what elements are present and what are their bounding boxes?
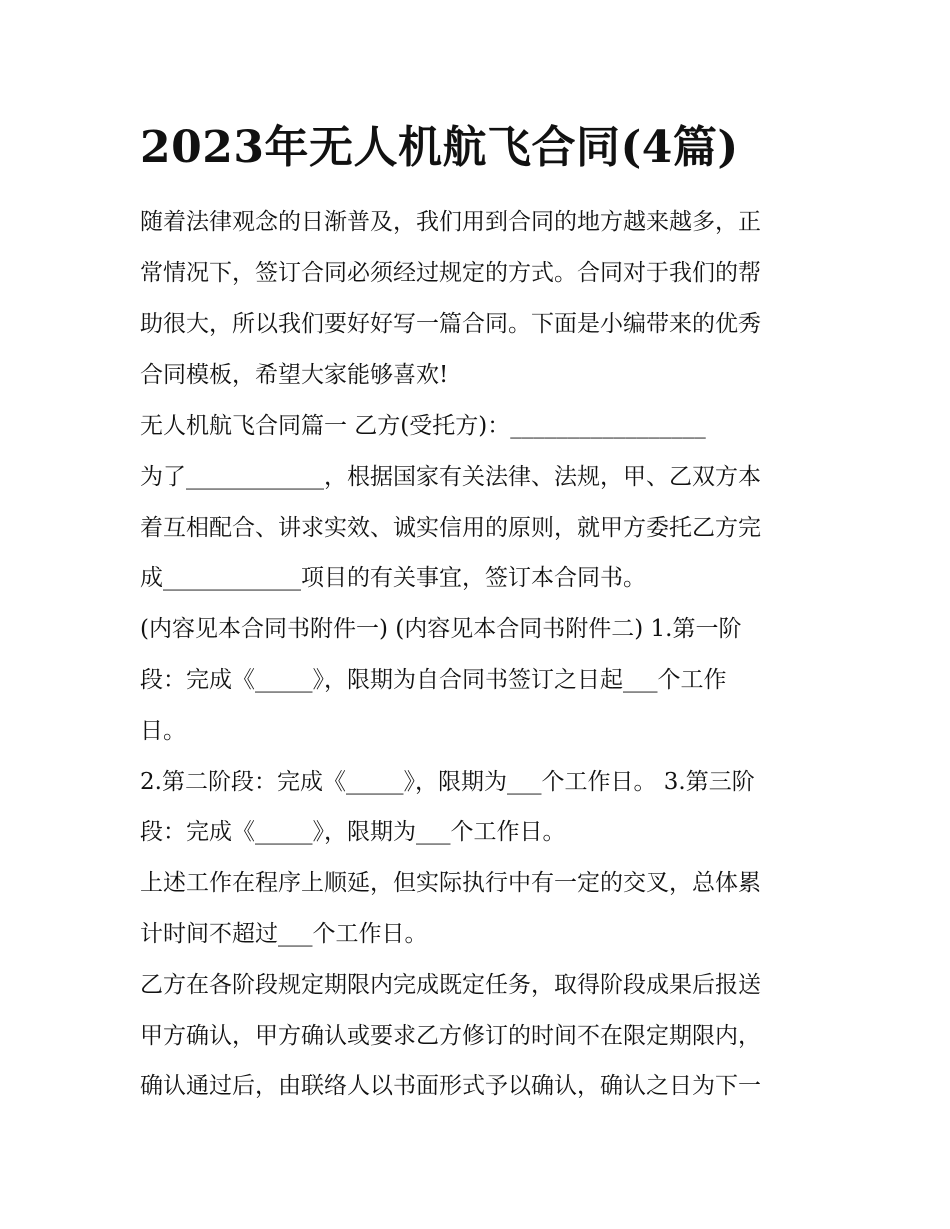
body-line: 乙方在各阶段规定期限内完成既定任务，取得阶段成果后报送 — [140, 972, 761, 998]
body-line: 甲方确认，甲方确认或要求乙方修订的时间不在限定期限内， — [140, 1023, 761, 1049]
document-title: 2023年无人机航飞合同(4篇) — [140, 122, 739, 173]
body-line: 段：完成《_____》，限期为自合同书签订之日起___个工作 — [140, 667, 727, 693]
body-line: 为了____________，根据国家有关法律、法规，甲、乙双方本 — [140, 464, 761, 490]
body-line: 段：完成《_____》，限期为___个工作日。 — [140, 819, 566, 845]
body-line: 日。 — [140, 718, 186, 744]
body-line: 计时间不超过___个工作日。 — [140, 921, 428, 947]
body-line: (内容见本合同书附件一) (内容见本合同书附件二) 1.第一阶 — [140, 616, 742, 642]
body-line: 2.第二阶段：完成《_____》，限期为___个工作日。 3.第三阶 — [140, 769, 755, 795]
body-line: 合同模板，希望大家能够喜欢! — [140, 362, 449, 388]
body-line: 确认通过后，由联络人以书面形式予以确认，确认之日为下一 — [140, 1073, 761, 1099]
body-line: 随着法律观念的日渐普及，我们用到合同的地方越来越多，正 — [140, 209, 761, 235]
body-line: 上述工作在程序上顺延，但实际执行中有一定的交叉，总体累 — [140, 870, 761, 896]
body-line: 常情况下，签订合同必须经过规定的方式。合同对于我们的帮 — [140, 260, 761, 286]
body-line: 助很大，所以我们要好好写一篇合同。下面是小编带来的优秀 — [140, 311, 761, 337]
body-line: 成____________项目的有关事宜，签订本合同书。 — [140, 565, 646, 591]
body-line: 着互相配合、讲求实效、诚实信用的原则，就甲方委托乙方完 — [140, 515, 761, 541]
body-line: 无人机航飞合同篇一 乙方(受托方)：_________________ — [140, 413, 706, 439]
